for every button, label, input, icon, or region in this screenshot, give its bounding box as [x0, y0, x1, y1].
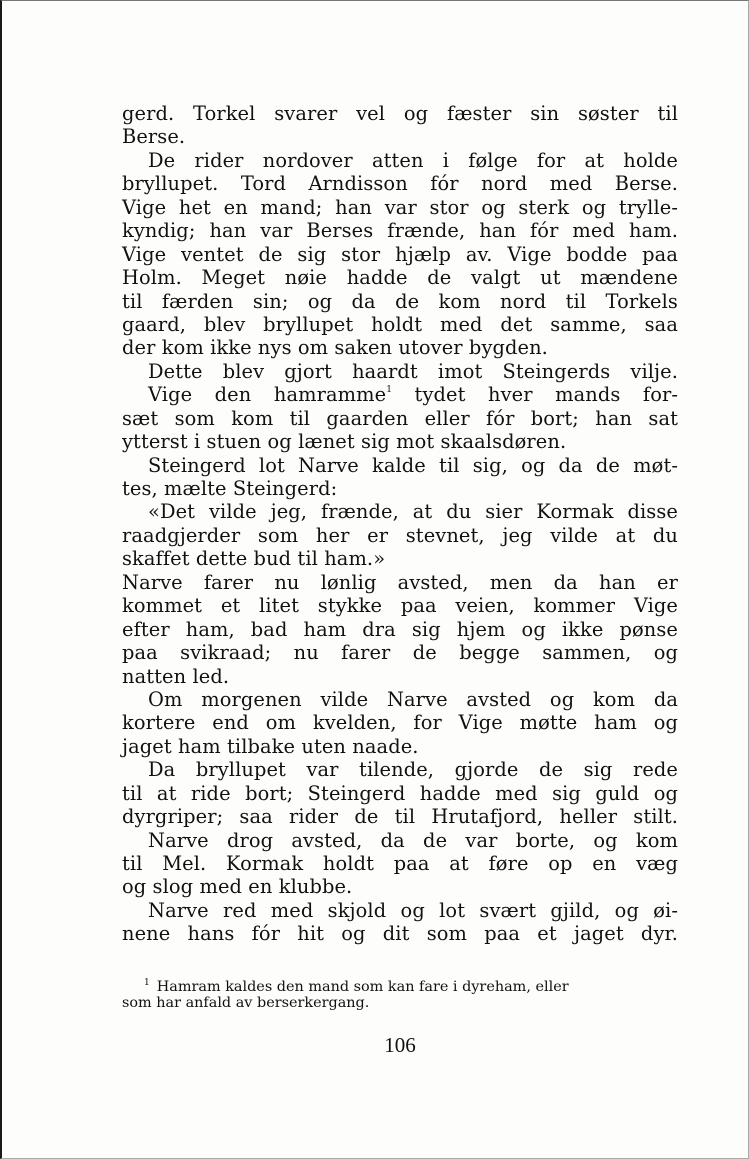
- text-line: nene hans fór hit og dit som paa et jaget dyr.: [122, 922, 678, 946]
- text-line: gerd. Torkel svarer vel og fæster sin søster til: [122, 102, 678, 125]
- text-line: dyrgriper; saa rider de til Hrutafjord, heller stilt.: [122, 805, 678, 829]
- text-line: til Mel. Kormak holdt paa at føre op en væg: [122, 852, 678, 875]
- text-line: tes, mælte Steingerd:: [122, 477, 338, 500]
- text-line: Da bryllupet var tilende, gjorde de sig rede: [148, 758, 678, 782]
- text-line: Narve red med skjold og lot svært gjild, og øi-: [148, 898, 678, 922]
- text-line: Dette blev gjort haardt imot Steingerds vilje.: [148, 359, 678, 383]
- text-line: [122, 383, 678, 406]
- text-line: De rider nordover atten i følge for at holde: [148, 148, 678, 172]
- line-start: Vige den hamramme: [148, 383, 387, 407]
- text-line: Steingerd lot Narve kalde til sig, og da de møt-: [148, 453, 678, 477]
- text-line: Narve drog avsted, da de var borte, og kom: [148, 828, 678, 852]
- text-line: bryllupet. Tord Arndisson fór nord med Berse.: [122, 172, 678, 196]
- text-line: Vige ventet de sig stor hjælp av. Vige bodde paa: [122, 242, 678, 266]
- text-line: og slog med en klubbe.: [122, 875, 353, 899]
- footnote-line: [122, 973, 678, 993]
- line-end: tydet hver mands for-: [414, 383, 678, 407]
- text-line: gaard, blev bryllupet holdt med det samme, saa: [122, 312, 678, 336]
- text-line: jaget ham tilbake uten naade.: [122, 734, 419, 758]
- text-line: sæt som kom til gaarden eller fór bort; han sat: [122, 406, 678, 430]
- text-line: Holm. Meget nøie hadde de valgt ut mændene: [122, 266, 678, 290]
- text-line: Vige het en mand; han var stor og sterk og trylle-: [122, 195, 678, 219]
- text-line: Berse.: [122, 125, 186, 149]
- text-line: kortere end om kvelden, for Vige møtte ham og: [122, 711, 678, 735]
- text-line: kyndig; han var Berses frænde, han fór med ham.: [122, 219, 678, 243]
- footnote-marker: 1: [144, 978, 150, 988]
- text-line: efter ham, bad ham dra sig hjem og ikke pønse: [122, 617, 678, 641]
- text-line: ytterst i stuen og lænet sig mot skaalsdøren.: [122, 430, 567, 454]
- text-line: natten led.: [122, 664, 230, 688]
- text-line: paa svikraad; nu farer de begge sammen, og: [122, 641, 678, 665]
- text-line: til færden sin; og da de kom nord til Torkels: [122, 289, 678, 313]
- footnote: [122, 973, 678, 1013]
- text-line: der kom ikke nys om saken utover bygden.: [122, 336, 548, 360]
- footnote-text: Hamram kaldes den mand som kan fare i dyreham, eller: [156, 979, 569, 995]
- text-line: skaffet dette bud til ham.»: [122, 547, 386, 571]
- text-line: Narve farer nu lønlig avsted, men da han er: [122, 570, 678, 594]
- footnote-line: som har anfald av berserkergang.: [122, 995, 370, 1011]
- text-line: kommet et litet stykke paa veien, kommer Vige: [122, 594, 678, 618]
- body-text: [122, 102, 678, 946]
- page-number: 106: [384, 1033, 416, 1057]
- text-line: raadgjerder som her er stevnet, jeg vilde at du: [122, 523, 678, 547]
- text-line: «Det vilde jeg, frænde, at du sier Kormak disse: [148, 500, 678, 524]
- footnote-reference: 1: [386, 385, 393, 396]
- text-line: Om morgenen vilde Narve avsted og kom da: [148, 687, 678, 711]
- text-line: til at ride bort; Steingerd hadde med sig guld og: [122, 781, 678, 805]
